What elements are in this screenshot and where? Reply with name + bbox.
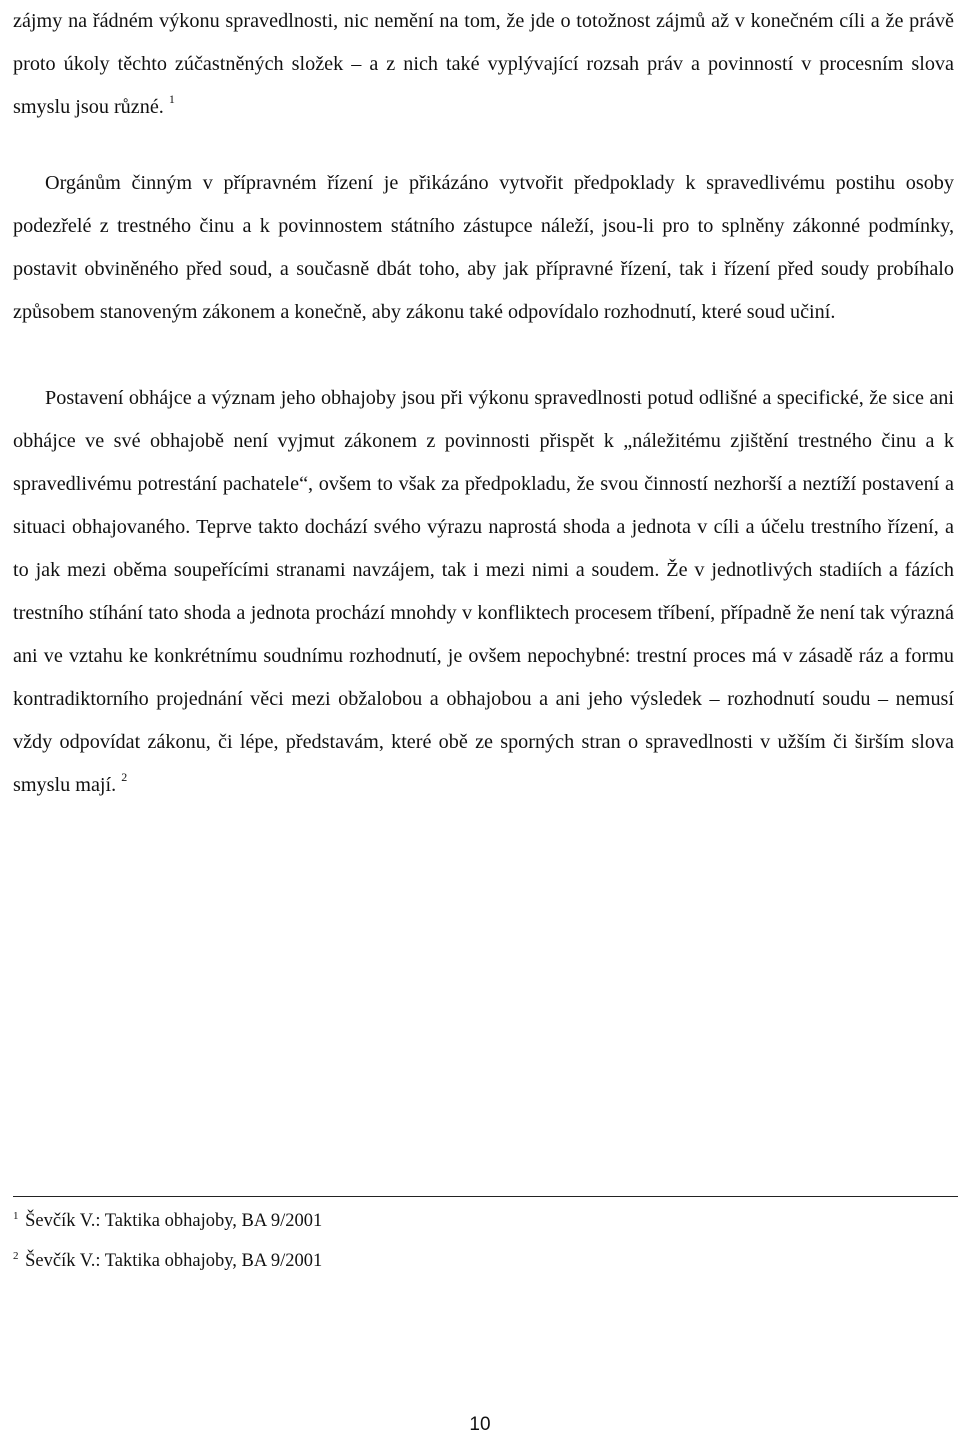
footnote-number: 1 <box>13 1210 19 1222</box>
footnote-2 <box>13 1239 913 1279</box>
paragraph-postaveni-obhajce <box>13 377 954 807</box>
footnote-text: Ševčík V.: Taktika obhajoby, BA 9/2001 <box>25 1251 323 1272</box>
footnote-ref: 1 <box>168 92 175 107</box>
footnote-1 <box>13 1199 913 1239</box>
footnote-ref: 2 <box>121 770 128 785</box>
footnotes <box>13 1199 913 1279</box>
paragraph-organy <box>13 162 954 334</box>
paragraph-text: zájmy na řádném výkonu spravedlnosti, nic nemění na tom, že jde o totožnost zájmů až v konečném cíli a že právě proto úkoly těchto zúčastněných složek – a z nich také vyplývající rozsah práv a povinností v procesním slova smyslu jsou různé. <box>13 10 954 118</box>
footnote-text: Ševčík V.: Taktika obhajoby, BA 9/2001 <box>25 1211 323 1232</box>
page-number: 10 <box>469 1414 491 1435</box>
paragraph-continuation <box>13 0 954 129</box>
paragraph-text: Postavení obhájce a význam jeho obhajoby jsou při výkonu spravedlnosti potud odlišné a specifické, že sice ani obhájce ve své obhajobě není vyjmut zákonem z povinnosti přispět k „náležitému zjištění trestného činu a k spravedlivému potrestání pachatele“, ovšem to však za předpokladu, že svou činností nezhorší a neztíží postavení a situaci obhajovaného. Teprve takto dochází svého výrazu naprostá shoda a jednota v cíli a účelu trestního řízení, a to jak mezi oběma soupeřícími stranami navzájem, tak i mezi nimi a soudem. Že v jednotlivých stadiích a fázích trestního stíhání tato shoda a jednota prochází mnohdy v konfliktech procesem tříbení, případně že není tak výrazná ani ve vztahu ke konkrétnímu soudnímu rozhodnutí, je ovšem nepochybné: trestní proces má v zásadě ráz a formu kontradiktorního projednání věci mezi obžalobou a obhajobou a ani jeho výsledek – rozhodnutí soudu – nemusí vždy odpovídat zákonu, či lépe, představám, které obě ze sporných stran o spravedlnosti v užším či širším slova smyslu mají. <box>13 387 954 796</box>
paragraph-text: Orgánům činným v přípravném řízení je přikázáno vytvořit předpoklady k spravedlivému postihu osoby podezřelé z trestného činu a k povinnostem státního zástupce náleží, jsou-li pro to splněny zákonné podmínky, postavit obviněného před soud, a současně dbát toho, aby jak přípravné řízení, tak i řízení před soudy probíhalo způsobem stanoveným zákonem a konečně, aby zákonu také odpovídalo rozhodnutí, které soud učiní. <box>13 172 954 323</box>
footnote-divider <box>13 1196 958 1197</box>
footnote-number: 2 <box>13 1250 19 1263</box>
